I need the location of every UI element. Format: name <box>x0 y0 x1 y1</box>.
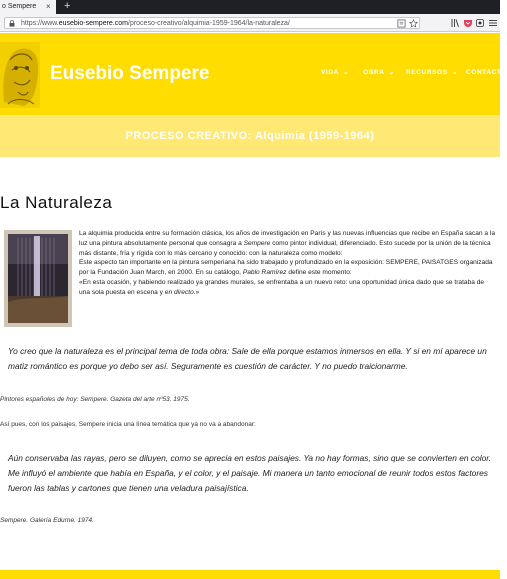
emphasis-text: Sempere <box>243 239 271 247</box>
quote-caption: Pintores españoles de hoy: Sempere. Gazeta del arte nº53. 1975. <box>0 396 190 403</box>
url-domain: eusebio-sempere.com <box>58 20 128 27</box>
nav-item-label: CONTACTO <box>466 69 507 76</box>
text-span: La alquimia producida entre su formación clásica, los años de investigación en París y las nuevas influencias que recibe en España sacan a la luz una pintura absolutamente personal que consagra a <box>79 230 496 247</box>
bookmark-star-icon[interactable] <box>409 19 418 28</box>
portrait-logo-image <box>0 42 40 108</box>
quote-block: Yo creo que la naturaleza es el principal tema de toda obra: Sale de ella porque estamos inmersos en ella. Y si en mí aparece un matiz romántico es porque yo debo ser así. Seguramente es cuestión de carácter. Y no puedo traicionarme. <box>8 346 487 371</box>
text-span: Este aspecto tan importante en la pintura semperiana ha sido trabajado y profundizado en la exposición: SEMPERE, PAISATGES organizada por la Fundación Juan March, en 2000. En su catálogo, <box>79 259 493 277</box>
nav-item-vida[interactable] <box>321 68 349 78</box>
url-path: /proceso-creativo/alquimia-1959-1964/la-naturaleza/ <box>128 20 290 27</box>
intro-paragraph: Así pues, con los paisajes, Sempere inicia una línea temática que ya no va a abandonar: <box>0 421 256 428</box>
address-bar[interactable] <box>4 17 420 29</box>
site-header <box>0 33 507 115</box>
page-banner <box>0 115 500 157</box>
browser-tab-bar <box>0 0 500 14</box>
lock-icon <box>9 20 15 27</box>
quote-block: Aún conservaba las rayas, pero se diluyen, como se aprecia en estos paisajes. Ya no hay formas, sino que se convierten en color. Me influyó el ambiente que había en España, y el color, y el paisaje. Mi manera un tanto emocional de reunir todos estos factores fueron las tablas y cartones que tienen una veladura paisajística. <box>8 453 492 493</box>
chevron-down-icon: ⌄ <box>452 69 459 76</box>
landscape-painting-image <box>4 230 72 327</box>
site-title[interactable]: Eusebio Sempere <box>50 63 210 84</box>
text-span: define este momento: <box>286 269 352 277</box>
browser-tab[interactable] <box>0 0 56 14</box>
site-logo[interactable] <box>0 42 40 108</box>
artwork-image[interactable] <box>4 230 72 327</box>
page-title: La Naturaleza <box>0 193 113 212</box>
close-tab-icon[interactable]: × <box>46 2 51 11</box>
nav-item-obra[interactable] <box>363 68 395 78</box>
nav-item-label: VIDA <box>321 69 339 76</box>
nav-item-label: OBRA <box>363 69 385 76</box>
pocket-icon[interactable] <box>463 18 473 28</box>
browser-tab-title: o Sempere <box>2 3 37 10</box>
chevron-down-icon: ⌄ <box>343 69 350 76</box>
extension-icon[interactable] <box>475 18 485 28</box>
chevron-down-icon: ⌄ <box>388 69 395 76</box>
paragraph-3 <box>79 278 496 298</box>
library-icon[interactable] <box>450 18 460 28</box>
new-tab-button[interactable]: + <box>64 0 71 12</box>
menu-icon[interactable] <box>488 18 498 28</box>
nav-item-contacto[interactable] <box>466 68 507 78</box>
text-span: «En esta ocasión, y habiendo realizado ya grandes murales, se enfrentaba a un nuevo reto: una oportunidad única dado que se trataba de una sola puesta en escena y <box>79 278 485 296</box>
text-span: como pintor individual, diferenciado. Esto sucede por la unión de la técnica más distante, fría y rígida con lo más cercano y conocido: con la naturaleza como modelo: <box>79 239 491 257</box>
nav-item-recursos[interactable] <box>406 68 458 78</box>
browser-navigation-bar <box>0 14 500 32</box>
url-prefix: https://www. <box>21 20 59 27</box>
emphasis-text: Pablo Ramírez <box>242 269 287 277</box>
url-text <box>21 18 290 29</box>
emphasis-text: en directo <box>164 288 194 296</box>
text-span: .» <box>193 288 200 296</box>
footer-bar <box>0 570 500 579</box>
paragraph-2 <box>79 258 496 278</box>
intro-text <box>79 229 496 298</box>
reader-view-icon[interactable] <box>397 19 406 28</box>
page-banner-title: PROCESO CREATIVO: Alquimia (1959-1964) <box>125 130 375 142</box>
paragraph-1 <box>79 229 496 258</box>
quote-caption: Sempere. Galería Edurne. 1974. <box>0 517 94 524</box>
nav-item-label: RECURSOS <box>406 69 448 76</box>
